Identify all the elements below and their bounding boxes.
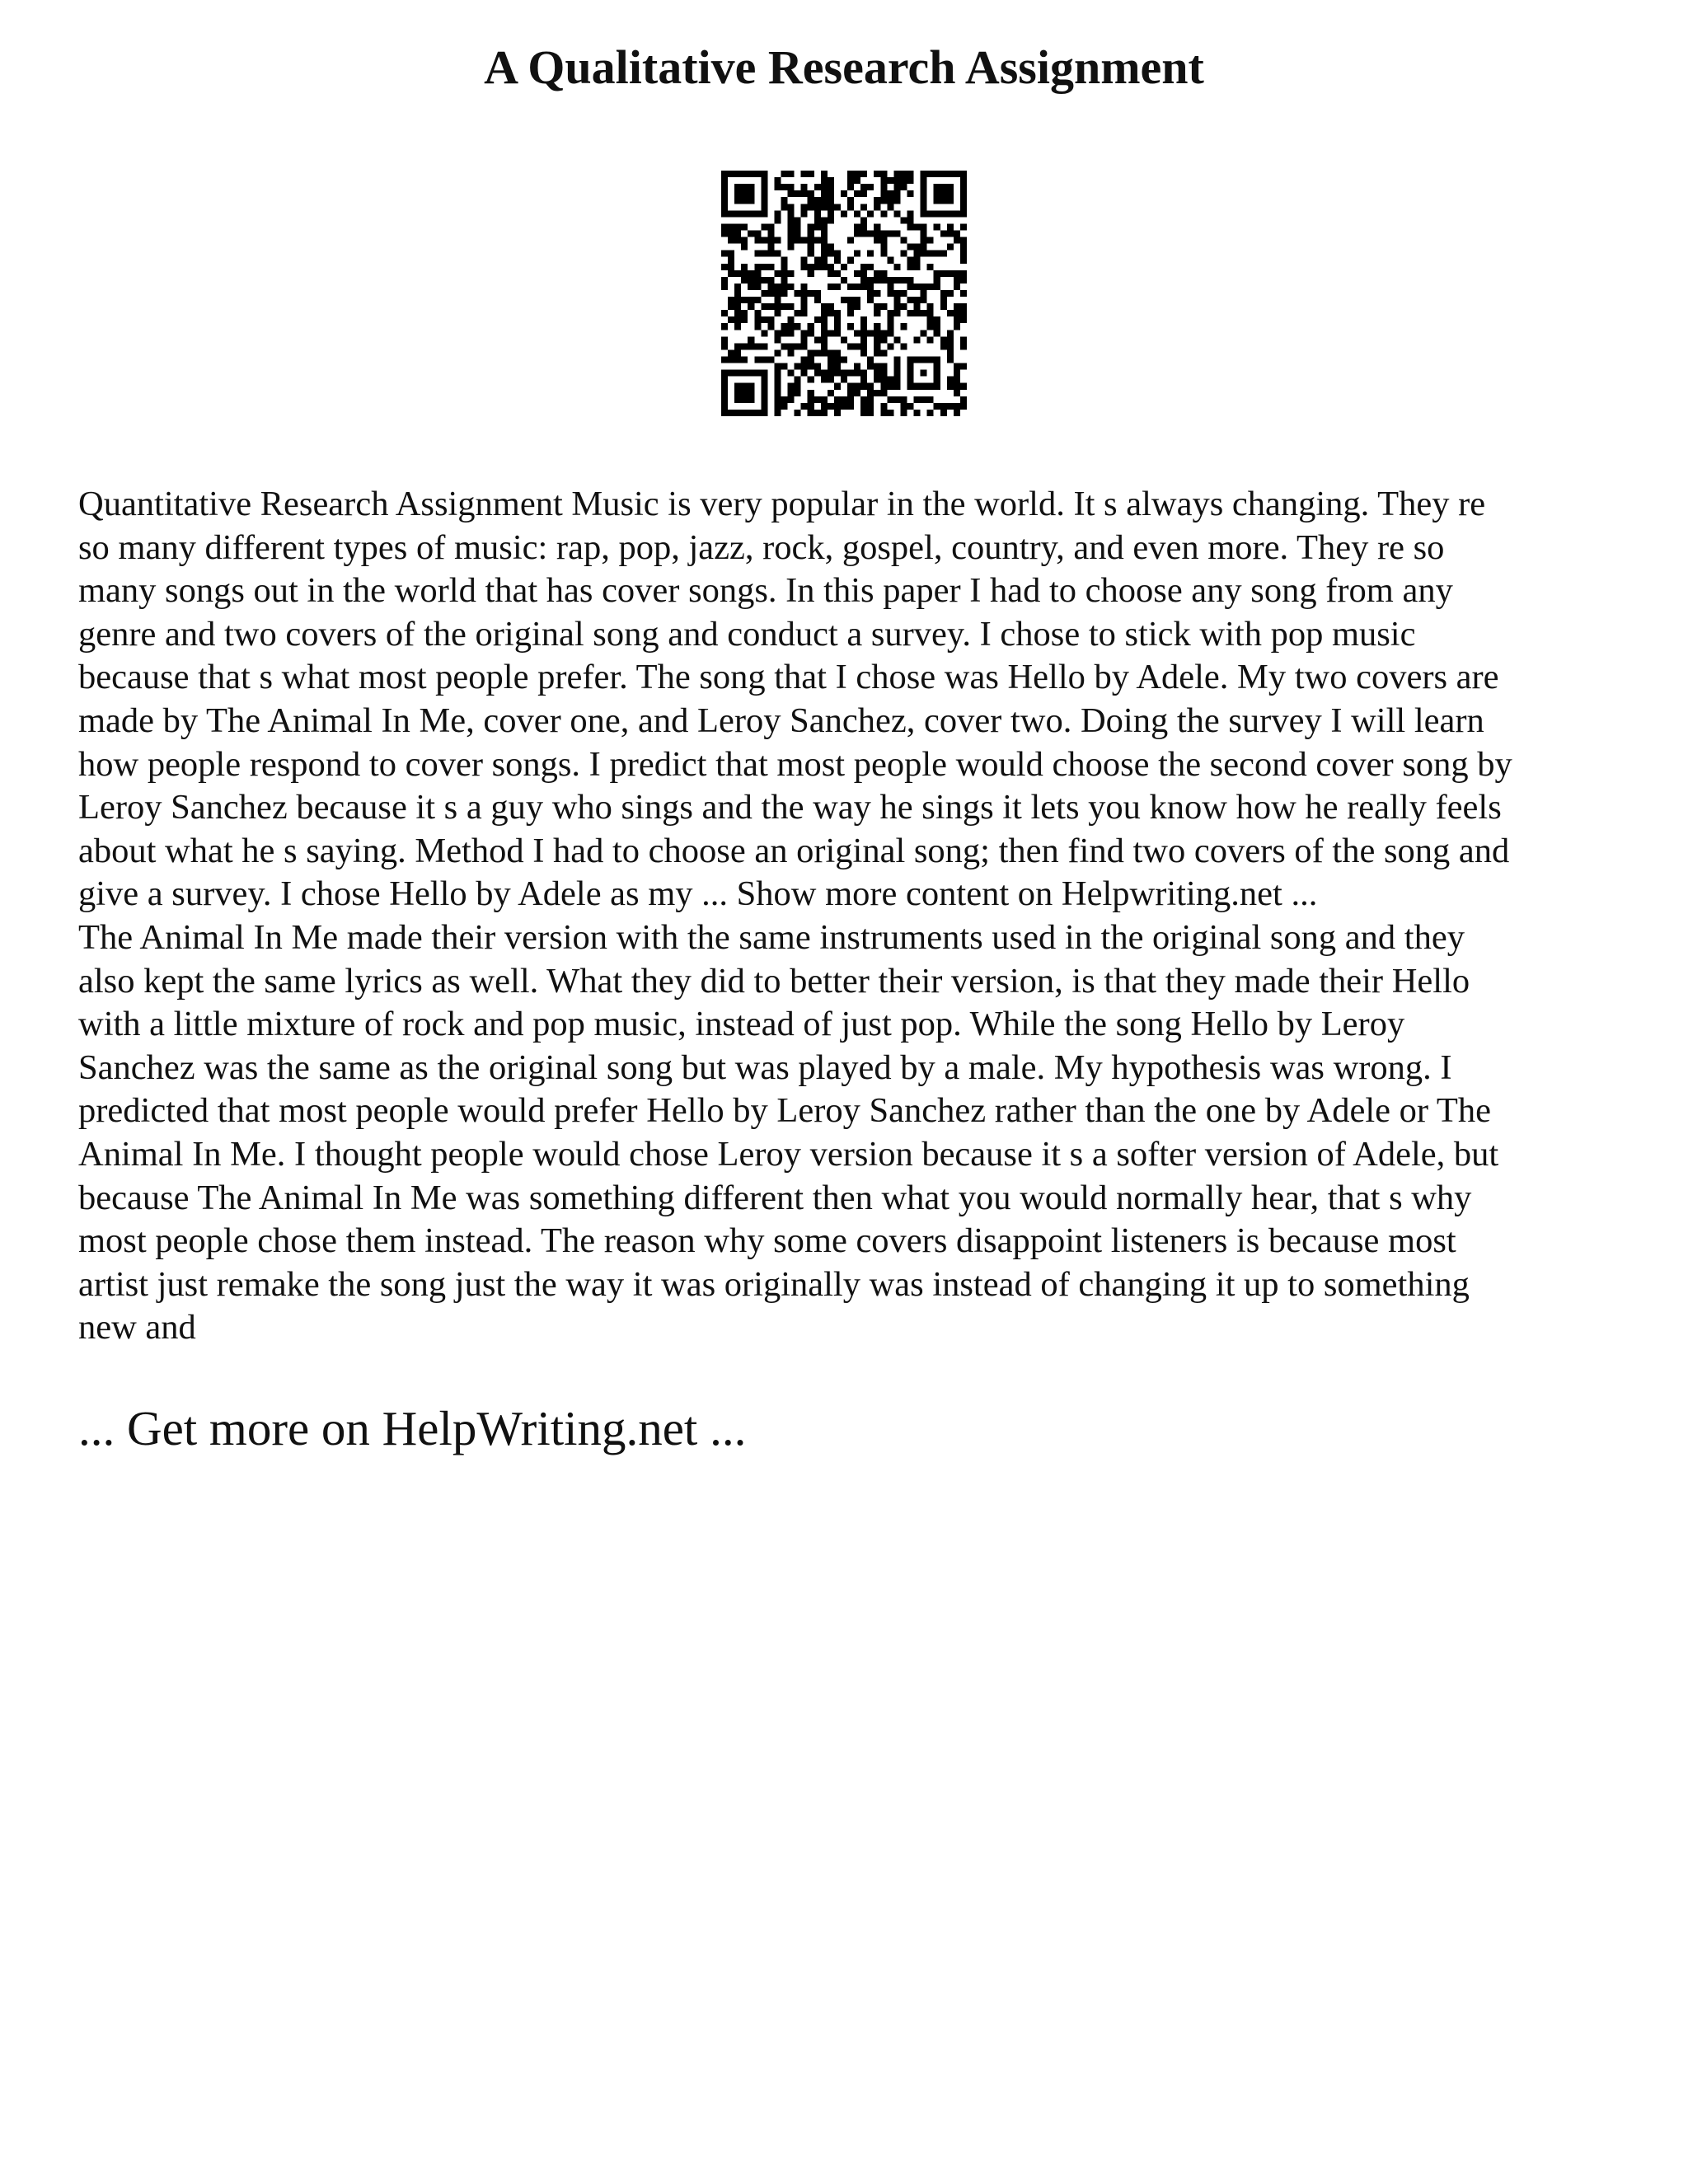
document-body bbox=[78, 483, 1620, 1350]
text-line: artist just remake the song just the way it was originally was instead of changing it up to something bbox=[78, 1264, 1470, 1304]
paragraph-1 bbox=[78, 483, 1620, 916]
qr-code-icon[interactable] bbox=[721, 171, 967, 416]
text-line: predicted that most people would prefer Hello by Leroy Sanchez rather than the one by Adele or The bbox=[78, 1091, 1491, 1131]
text-line: give a survey. I chose Hello by Adele as my ... Show more content on Helpwriting.net ... bbox=[78, 874, 1318, 914]
text-line: Leroy Sanchez because it s a guy who sings and the way he sings it lets you know how he really feels bbox=[78, 788, 1502, 827]
text-line: Animal In Me. I thought people would chose Leroy version because it s a softer version of Adele, but bbox=[78, 1134, 1499, 1174]
text-line: about what he s saying. Method I had to choose an original song; then find two covers of the song and bbox=[78, 831, 1510, 870]
text-line: so many different types of music: rap, pop, jazz, rock, gospel, country, and even more. They re so bbox=[78, 527, 1445, 567]
document-title: A Qualitative Research Assignment bbox=[484, 40, 1204, 94]
text-line: because that s what most people prefer. The song that I chose was Hello by Adele. My two covers are bbox=[78, 658, 1499, 697]
qr-code-graphic bbox=[721, 171, 967, 416]
text-line: many songs out in the world that has cover songs. In this paper I had to choose any song from any bbox=[78, 571, 1453, 611]
paragraph-2 bbox=[78, 916, 1620, 1350]
text-line: because The Animal In Me was something different then what you would normally hear, that s why bbox=[78, 1178, 1472, 1217]
text-line: made by The Animal In Me, cover one, and Leroy Sanchez, cover two. Doing the survey I will learn bbox=[78, 701, 1484, 740]
text-line: how people respond to cover songs. I predict that most people would choose the second cover song by bbox=[78, 744, 1512, 784]
text-line: also kept the same lyrics as well. What they did to better their version, is that they made their Hello bbox=[78, 961, 1470, 1001]
text-line: Sanchez was the same as the original song but was played by a male. My hypothesis was wrong. I bbox=[78, 1047, 1452, 1087]
get-more-link[interactable]: ... Get more on HelpWriting.net ... bbox=[78, 1401, 747, 1455]
text-line: most people chose them instead. The reason why some covers disappoint listeners is because most bbox=[78, 1221, 1456, 1261]
text-line: The Animal In Me made their version with the same instruments used in the original song and they bbox=[78, 917, 1465, 957]
text-line: Quantitative Research Assignment Music is very popular in the world. It s always changing. They re bbox=[78, 485, 1486, 523]
text-line: new and bbox=[78, 1308, 196, 1347]
text-line: genre and two covers of the original song and conduct a survey. I chose to stick with pop music bbox=[78, 614, 1416, 654]
text-line: with a little mixture of rock and pop music, instead of just pop. While the song Hello by Leroy bbox=[78, 1005, 1405, 1044]
